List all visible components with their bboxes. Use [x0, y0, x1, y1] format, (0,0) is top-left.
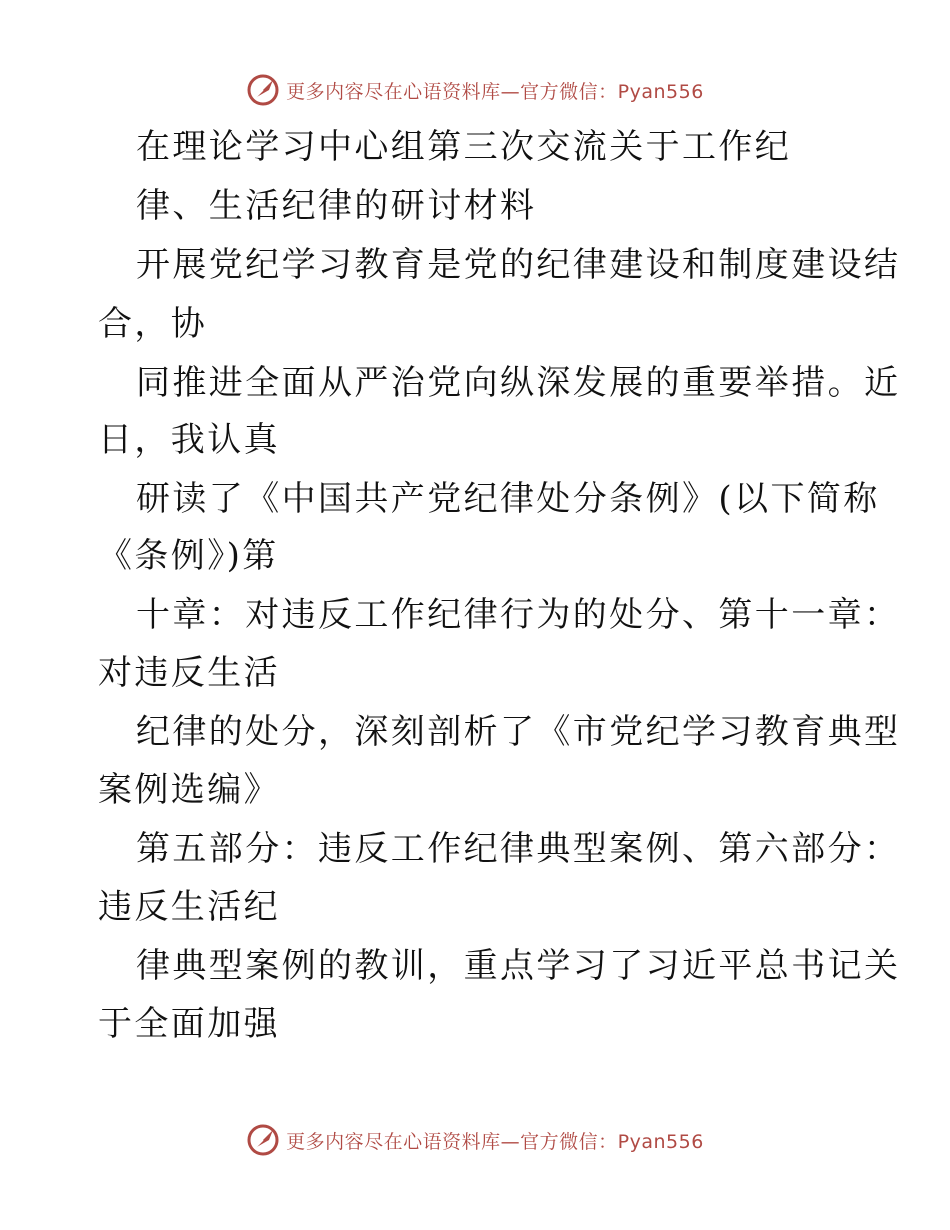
text-line: 研读了《中国共产党纪律处分条例》(以下简称 — [136, 479, 880, 519]
text-line: 同推进全面从严治党向纵深发展的重要举措。近 — [136, 363, 901, 403]
text-line: 案例选编》 — [98, 770, 280, 810]
watermark-text: 更多内容尽在心语资料库—官方微信：Pyan556 — [286, 1130, 704, 1153]
watermark-text: 更多内容尽在心语资料库—官方微信：Pyan556 — [286, 80, 704, 103]
text-line: 纪律的处分，深刻剖析了《市党纪学习教育典型 — [136, 712, 901, 752]
text-line: 合，协 — [98, 304, 208, 344]
document-title-line-2: 律、生活纪律的研讨材料 — [136, 186, 537, 226]
text-line: 于全面加强 — [98, 1004, 280, 1044]
text-line: 开展党纪学习教育是党的纪律建设和制度建设结 — [136, 245, 901, 285]
text-line: 对违反生活 — [98, 653, 280, 693]
quill-logo-icon — [246, 1123, 280, 1157]
footer-watermark — [0, 1120, 950, 1160]
text-line: 违反生活纪 — [98, 887, 280, 927]
text-line: 第五部分：违反工作纪律典型案例、第六部分： — [136, 829, 901, 869]
text-line: 十章：对违反工作纪律行为的处分、第十一章： — [136, 595, 901, 635]
text-line: 《条例》)第 — [98, 536, 279, 576]
text-line: 律典型案例的教训，重点学习了习近平总书记关 — [136, 946, 901, 986]
text-line: 日，我认真 — [98, 420, 280, 460]
document-title-line-1: 在理论学习中心组第三次交流关于工作纪 — [136, 127, 792, 167]
